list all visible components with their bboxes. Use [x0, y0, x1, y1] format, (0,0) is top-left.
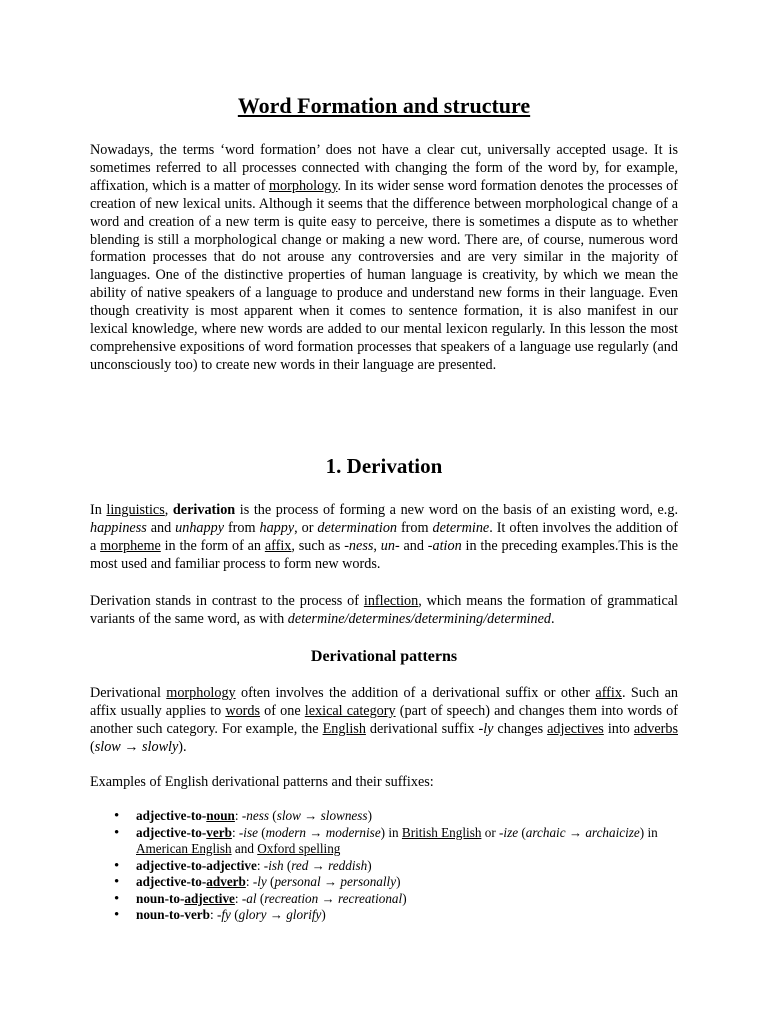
example-word: happy — [259, 519, 295, 536]
lexical-category-link[interactable]: lexical category — [304, 702, 396, 719]
text: . It often involves the addition of a — [90, 519, 678, 554]
intro-text: . In its wider sense word formation denotes the processes of creation of new lexical units. Although it seems that the difference between morphological change of a word and creation of a new term is quite easy to perceive, there is sometimes a dispute as to whether blending is still a morphological change or making a new word. There are, of course, numerous word formation processes that do not arouse any controversies and are very similar in the majority of languages. One of the distinctive properties of human language is creativity, by which we mean the ability of native speakers of a language to produce and understand new forms in their language. Even though creativity is most apparent when it comes to sentence formation, it is also manifest in our lexical knowledge, where new words are added to our mental lexicon regularly. In this lesson the most comprehensive expositions of word formation processes that speakers of a language use regularly (and unconsciously too) to create new words in their language are presented. — [90, 177, 679, 373]
text: derivational suffix — [365, 720, 479, 737]
example-affix: -ness — [344, 537, 374, 554]
text: adjective-to- — [136, 808, 207, 823]
text: or — [481, 824, 500, 840]
text: : — [234, 890, 242, 906]
example-transform: slow → slowness — [276, 808, 368, 823]
list-item — [90, 907, 690, 924]
suffix: -al — [241, 890, 257, 906]
text: In — [90, 502, 107, 518]
american-english-link[interactable]: American English — [136, 841, 232, 856]
example-transform: archaic → archaicize — [525, 824, 640, 840]
section-heading-derivation: 1. Derivation — [325, 454, 443, 478]
example-forms: determine/determines/determining/determined — [287, 610, 551, 627]
example-word: determination — [317, 519, 398, 536]
suffix: -ize — [499, 824, 519, 840]
text: from — [397, 519, 433, 536]
suffix: -ise — [238, 824, 258, 840]
text: adjective-to- — [136, 824, 207, 840]
text: and — [231, 841, 258, 856]
text: ( — [256, 890, 265, 906]
example-transform: red → reddish — [291, 857, 368, 873]
text: ( — [257, 824, 266, 840]
text: : — [234, 808, 242, 823]
pattern-label: adjective-to-adjective — [136, 857, 257, 873]
text: from — [224, 519, 260, 536]
text: , which means the formation of grammatical variants of the same word, as with — [90, 593, 678, 627]
words-link[interactable]: words — [225, 702, 261, 719]
derivational-patterns-list — [90, 808, 690, 924]
affix-link[interactable]: affix — [264, 537, 292, 554]
example-word: unhappy — [175, 519, 224, 536]
text: ( — [266, 874, 275, 889]
text: Derivational — [90, 685, 167, 701]
list-item — [90, 858, 690, 875]
list-item — [90, 825, 690, 858]
morpheme-link[interactable]: morpheme — [100, 537, 161, 554]
section-heading-patterns: Derivational patterns — [310, 648, 458, 665]
text: ( — [268, 808, 277, 823]
example-transform: personal → personally — [274, 874, 397, 889]
text: ( — [90, 738, 95, 755]
verb-link[interactable]: verb — [206, 824, 232, 840]
example-word: happiness — [90, 519, 147, 536]
derivation-term: derivation — [172, 502, 236, 518]
adverb-link[interactable]: adverb — [206, 874, 246, 889]
text: . Such an affix usually applies to — [90, 685, 678, 719]
adjectives-link[interactable]: adjectives — [547, 720, 604, 737]
text: : — [245, 874, 253, 889]
linguistics-link[interactable]: linguistics — [106, 502, 165, 518]
text: (part of speech) and changes them into words of another such category. For example, the — [90, 702, 679, 737]
page-title: Word Formation and structure — [237, 93, 531, 118]
example-affix: un- — [380, 537, 400, 554]
noun-link[interactable]: noun — [206, 808, 235, 823]
oxford-spelling-link[interactable]: Oxford spelling — [257, 841, 341, 856]
suffix: -ish — [263, 857, 284, 873]
text: ) — [367, 808, 372, 823]
text: Derivation stands in contrast to the process of — [90, 593, 364, 609]
suffix: -ly — [252, 874, 267, 889]
example-transform: recreation → recreational — [264, 890, 403, 906]
text: of one — [260, 702, 305, 719]
text: and — [399, 537, 428, 554]
inflection-link[interactable]: inflection — [363, 593, 419, 609]
text: often involves the addition of a derivational suffix or other — [235, 685, 596, 701]
text: : — [231, 824, 239, 840]
list-item — [90, 874, 690, 891]
patterns-paragraph — [90, 685, 678, 757]
suffix: -ness — [241, 808, 269, 823]
suffix: -fy — [216, 907, 231, 922]
list-item — [90, 808, 690, 825]
morphology-link[interactable]: morphology — [166, 685, 236, 701]
example-affix: -ly — [478, 720, 494, 737]
text: . — [551, 610, 555, 627]
derivation-paragraph-1 — [90, 502, 678, 574]
text: ) — [321, 907, 326, 922]
text: ( — [283, 857, 292, 873]
text: : — [256, 857, 264, 873]
english-link[interactable]: English — [322, 720, 366, 737]
intro-text: Nowadays, the terms ‘word formation’ does not have a clear cut, universally accepted usage. It is sometimes referred to all processes connected with changing the form of the word by, for example, affixation, which is a matter of — [90, 142, 678, 194]
text: ) — [367, 857, 372, 873]
text: ) in — [380, 824, 402, 840]
intro-paragraph — [90, 142, 678, 375]
british-english-link[interactable]: British English — [401, 824, 482, 840]
list-item — [90, 891, 690, 908]
text: ( — [518, 824, 526, 840]
text: adjective-to- — [136, 874, 207, 889]
example-affix: -ation — [427, 537, 462, 554]
affix-link[interactable]: affix — [595, 685, 622, 701]
text: , such as — [291, 537, 345, 554]
text: in the form of an — [160, 537, 265, 554]
text: , — [373, 537, 381, 554]
text: ) — [396, 874, 401, 889]
text: ). — [178, 738, 187, 755]
adjective-link[interactable]: adjective — [184, 890, 235, 906]
pattern-label: noun-to-verb — [136, 907, 210, 922]
example-transform: glory → glorify — [238, 907, 322, 922]
text: noun-to- — [136, 890, 185, 906]
text: into — [603, 720, 634, 737]
text: changes — [493, 720, 548, 737]
text: ) — [402, 890, 407, 906]
example-transform: modern → modernise — [265, 824, 381, 840]
example-transform: slow → slowly — [94, 738, 179, 755]
text: ( — [230, 907, 239, 922]
text: in the preceding examples.This is the most used and familiar process to form new words. — [90, 537, 679, 572]
text: , — [164, 502, 173, 518]
morphology-link[interactable]: morphology — [269, 177, 338, 194]
text: ) in — [639, 824, 658, 840]
text: and — [146, 519, 176, 536]
text: , or — [294, 519, 318, 536]
adverbs-link[interactable]: adverbs — [633, 720, 679, 737]
patterns-intro: Examples of English derivational patterns and their suffixes: — [90, 774, 434, 790]
derivation-paragraph-2 — [90, 593, 678, 629]
text: is the process of forming a new word on the basis of an existing word, e.g. — [235, 502, 678, 518]
example-word: determine — [432, 519, 490, 536]
text: : — [210, 907, 217, 922]
